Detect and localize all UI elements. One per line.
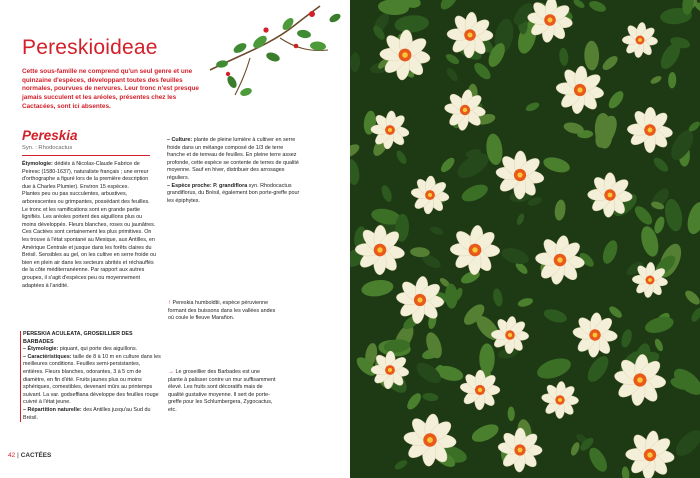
intro-paragraph: Cette sous-famille ne comprend qu'un seul genre et une quinzaine d'espèces, développant toutes des feuilles normales, pourvues de nervures. Leur tronc n'est presque jamais succulent et les aréoles, présentes chez les Cactacées, sont ici absentes.	[22, 68, 199, 110]
flower-stamen	[593, 333, 598, 338]
culture-lead: – Culture:	[167, 137, 193, 143]
flower-stamen	[417, 297, 422, 302]
flower-stamen	[608, 193, 613, 198]
caption-barbades-text: Le groseillier des Barbades est une plante à palisser contre un mur suffisamment élevé. Les fruits sont décoratifs mais de qualité gustative moyenne. Il sert de porte-greffe pour les Schlumbergera, Zygocactus, etc.	[168, 369, 276, 413]
section-name: CACTÉES	[20, 452, 52, 459]
flower-stamen	[468, 33, 473, 38]
flower-stamen	[427, 437, 433, 443]
leaf	[479, 343, 494, 374]
flower-stamen	[478, 388, 482, 392]
etymology-lead: Étymologie:	[22, 161, 53, 167]
flower-stamen	[377, 247, 382, 252]
caption-barbades	[168, 369, 276, 415]
arrow-right-icon: →	[168, 369, 174, 375]
genus-synonym: Syn. : Rhodocactus	[22, 145, 73, 151]
flower-stamen	[648, 278, 652, 282]
species-distribution-lead: – Répartition naturelle:	[23, 406, 82, 413]
flower-stamen	[463, 108, 467, 112]
etymology-text: dédiés à Nicolas-Claude Fabrice de Peiresc (1580-1637), naturaliste français ; une erreur d'orthographe a figuré lors de la première description due à Charles Plumier). Environ 15 espèces.	[22, 161, 149, 190]
etymology-paragraph	[22, 161, 157, 191]
species-box	[20, 331, 161, 422]
flower-stamen	[577, 87, 582, 92]
species-etymology-lead: – Étymologie:	[23, 346, 59, 353]
flower-stamen	[637, 377, 643, 383]
description-paragraph-2: Le tronc et les ramifications sont en grande partie lignifiés. Les aréoles portent des aiguillons plus ou moins développés. Fleurs blanches, roses ou jaunâtres. Ces Cactées sont certainement les plus primitives. On les trouve à l'état spontané au Mexique, aux Antilles, en Amérique Centrale et jusque dans les forêts claires du Brésil. Sensibles au gel, on les cultive en serre froide ou bien en plein air dans les secteurs abrités et réchauffés de la côte méditerranéenne. Par rapport aux autres groupes, il s'agit d'espèces peu ou moyennement adaptées à l'aridité.	[22, 206, 156, 289]
flower-stamen	[548, 18, 553, 23]
species-characteristics-lead: – Caractéristiques:	[23, 353, 72, 360]
genus-title: Pereskia	[22, 128, 78, 143]
culture-paragraph	[167, 137, 300, 183]
flower-stamen	[388, 368, 392, 372]
column-right	[167, 137, 300, 205]
species-distribution-text: des Antilles jusqu'au Sud du Brésil.	[23, 406, 151, 421]
species-distribution	[23, 407, 161, 422]
branch-illustration	[200, 0, 350, 108]
flower-stamen	[648, 128, 653, 133]
near-species-text: syn. Rhodocactus grandiflorus, du Brésil, également bon porte-greffe pour les épiphytes.	[167, 182, 300, 204]
description-paragraph-1: Plantes peu ou pas succulentes, arbustives, arborescentes ou grimpantes, possédant des feuilles.	[22, 191, 150, 205]
arrow-up-icon: ↑	[168, 300, 171, 306]
flower-stamen	[638, 38, 642, 42]
caption-humboldtii	[168, 300, 276, 323]
species-characteristics-text: taille de 8 à 10 m en culture dans les meilleures conditions. Feuilles semi-persistantes, entières. Fleurs blanches, odorantes, 3 à 5 cm de diamètre, en fin d'été. Fruits jaunes plus ou moins sphériques, comestibles, devenant mûrs au printemps suivant. La var. godseffiana développe des feuilles rouge cuivré à l'état jeune.	[23, 353, 161, 406]
species-etymology-text: piquant, qui porte des aiguillons.	[58, 346, 138, 353]
near-species-paragraph	[167, 183, 300, 206]
flower-stamen	[517, 172, 522, 177]
flower-stamen	[518, 448, 523, 453]
flower-stamen	[558, 398, 562, 402]
flower-stamen	[402, 52, 408, 58]
right-page-photo	[350, 0, 700, 478]
flower-stamen	[472, 247, 477, 252]
near-species-lead: – Espèce proche: P. grandiflora	[167, 182, 248, 189]
caption-humboldtii-text: Pereskia humboldtii, espèce péruvienne formant des buissons dans les vallées andes où coule le fleuve Marañon.	[168, 300, 276, 322]
flower-stamen	[428, 193, 432, 197]
species-characteristics	[23, 354, 161, 407]
flower-stamen	[647, 452, 652, 457]
divider	[22, 155, 150, 156]
page-number: 42	[8, 452, 16, 459]
footer-separator: |	[17, 452, 19, 459]
flower-stamen	[388, 128, 392, 132]
culture-text: plante de pleine lumière à cultiver en serre froide dans un mélange composé de 1/3 de terre franche et de terreau de feuilles. En pleine terre assez profonde, cette espèce se contente de terres de qualité moyenne. Sauf en hiver, distribuer des arrosages réguliers.	[167, 137, 299, 181]
column-left	[22, 161, 157, 290]
species-header: PERESKIA ACULEATA, GROSEILLIER DES BARBADES	[23, 331, 133, 345]
family-title: Pereskioideae	[22, 36, 158, 59]
species-etymology	[23, 346, 161, 354]
flower-photo	[350, 0, 700, 478]
flower-stamen	[508, 333, 512, 337]
page-footer	[8, 452, 51, 459]
flower-stamen	[557, 257, 562, 262]
